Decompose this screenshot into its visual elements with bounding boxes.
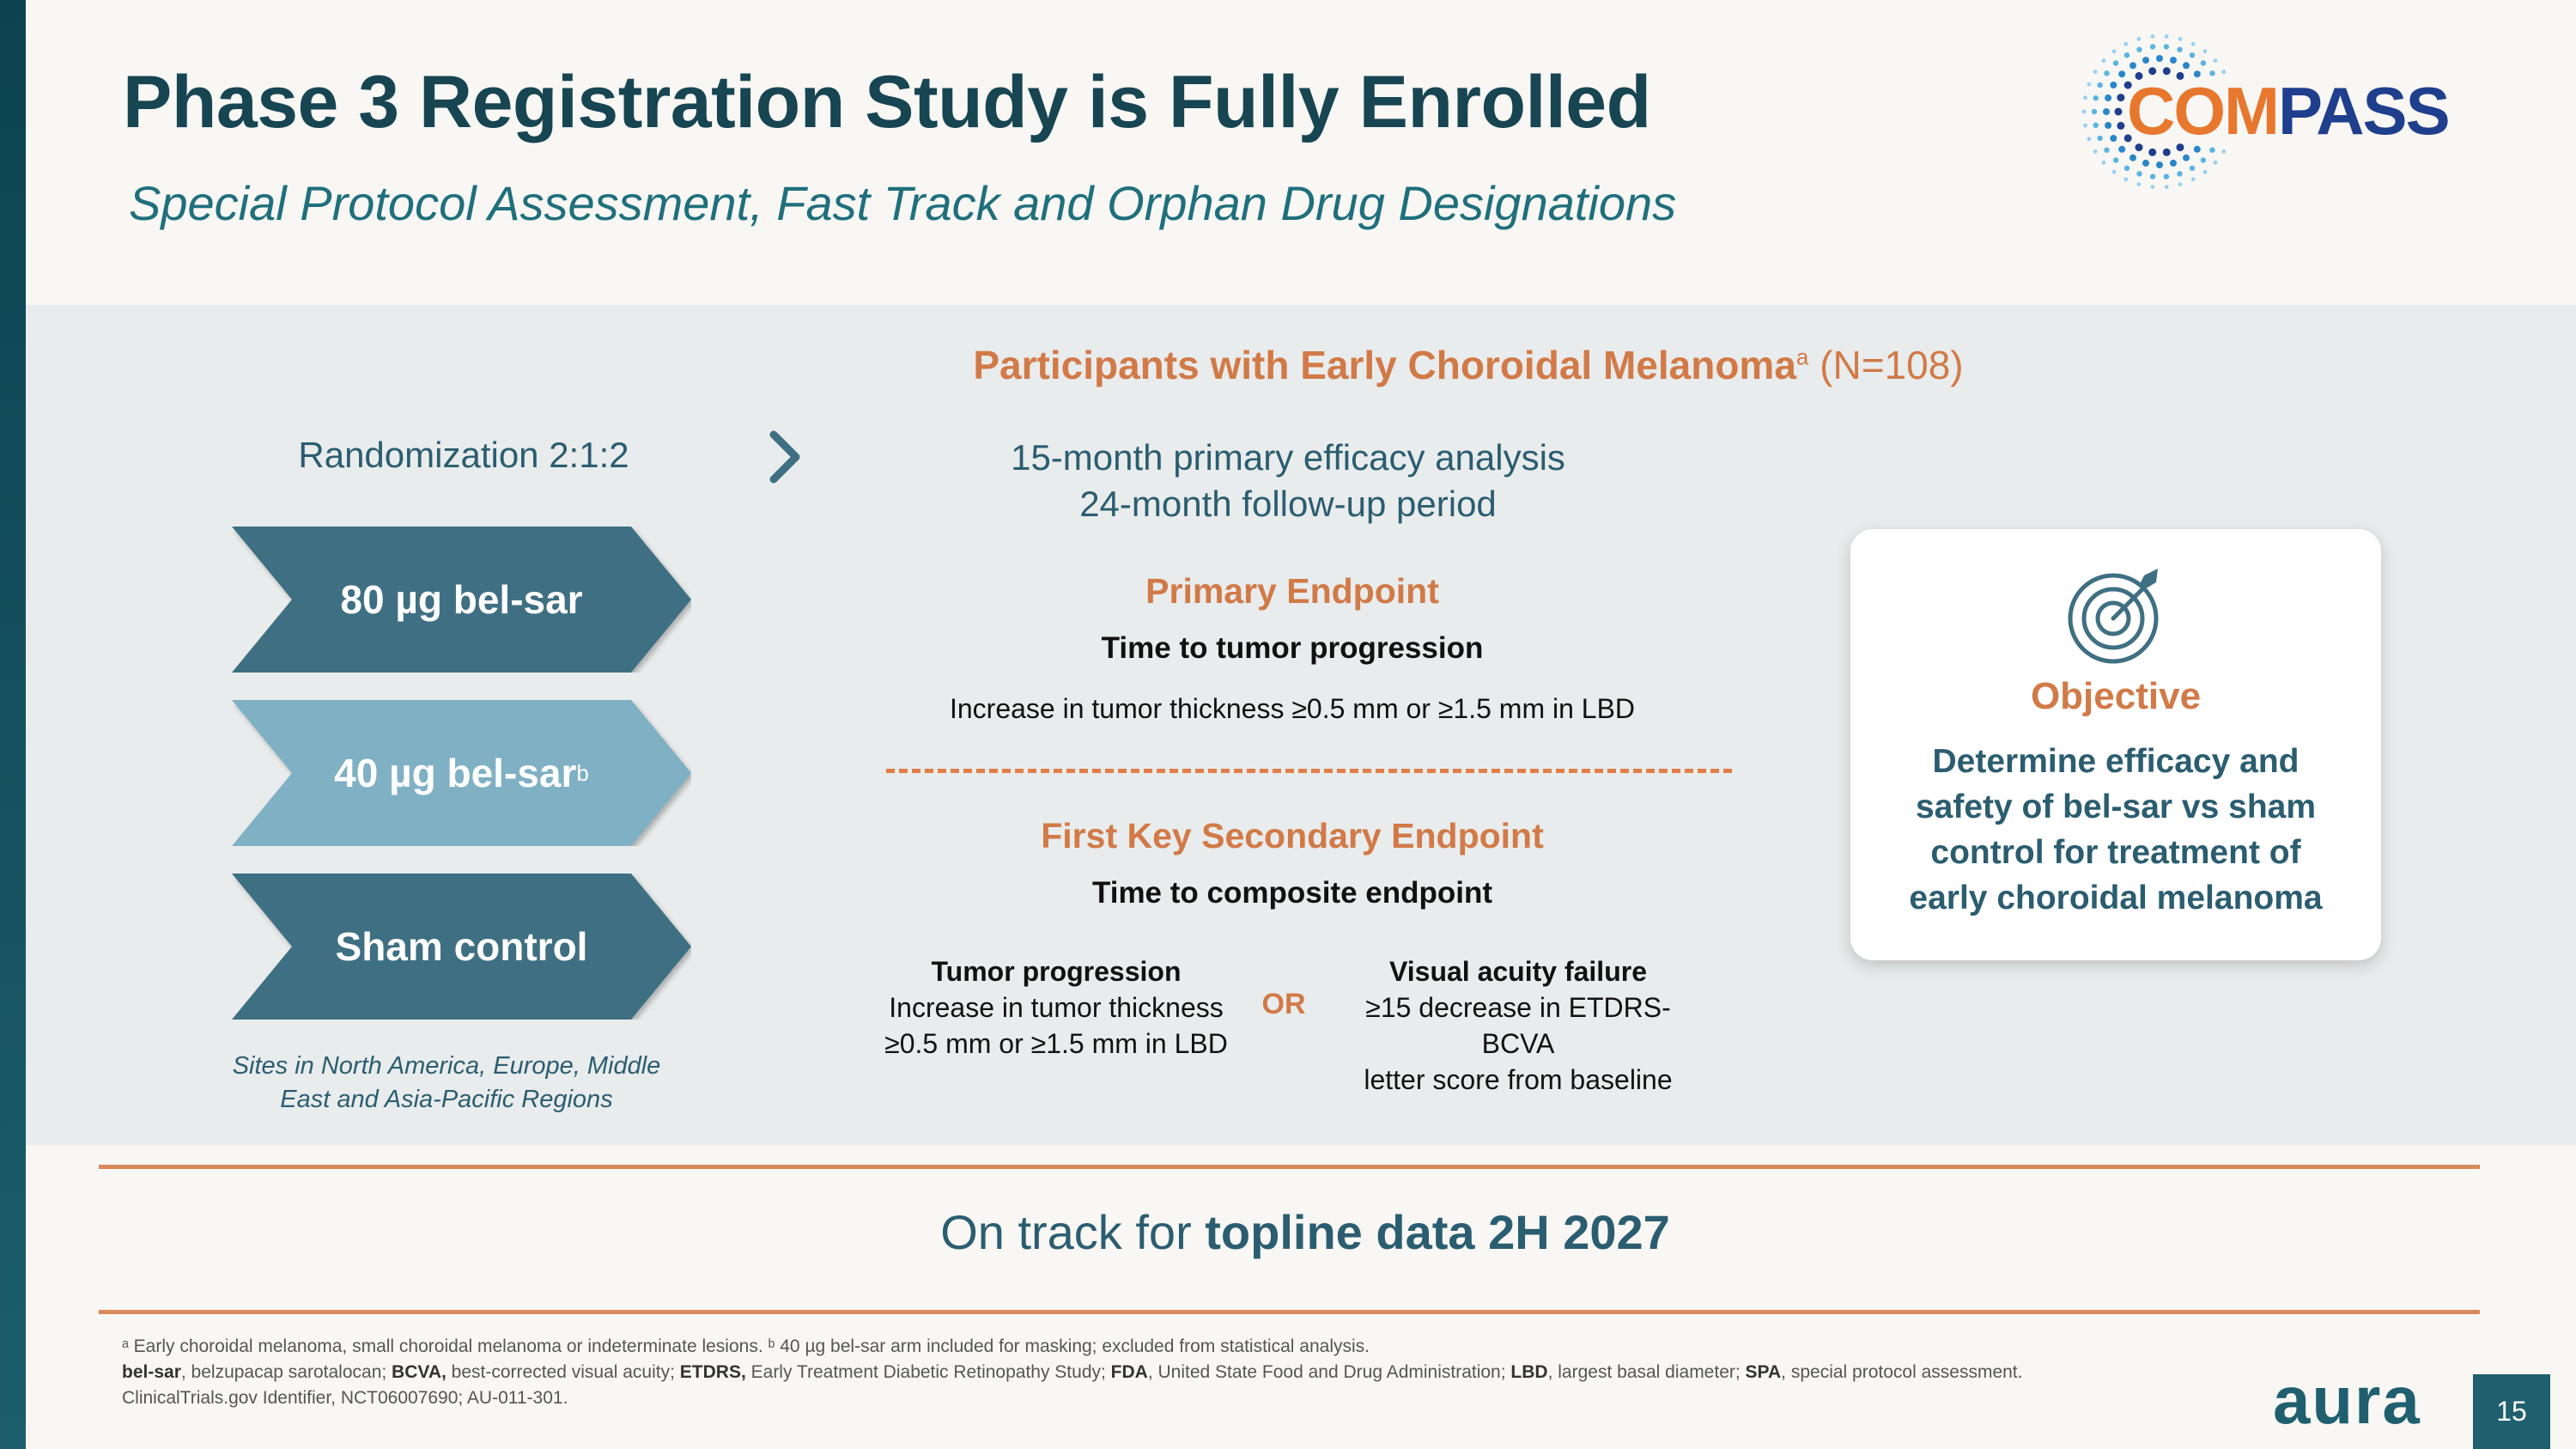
objective-card — [1850, 529, 2381, 960]
page-title: Phase 3 Registration Study is Fully Enrolled — [123, 61, 1651, 143]
primary-endpoint-description: Increase in tumor thickness ≥0.5 mm or ≥1.5 mm in LBD — [949, 693, 1636, 724]
top-divider — [99, 1165, 2480, 1169]
chevron-right-icon — [767, 429, 805, 484]
secondary-endpoint-heading: First Key Secondary Endpoint — [1041, 816, 1544, 855]
bottom-divider — [99, 1310, 2480, 1314]
arm-sham: Sham control — [232, 874, 691, 1020]
primary-endpoint-measure: Time to tumor progression — [1101, 631, 1484, 665]
objective-heading: Objective — [2030, 675, 2202, 717]
footnote-definitions: ᵃ Early choroidal melanoma, small choroidal melanoma or indeterminate lesions. ᵇ 40 µg bel-sar arm included for masking; excluded from statistical analysis. — [122, 1336, 1370, 1356]
arm-40ug: 40 µg bel-sar b — [232, 700, 691, 846]
footnote-abbreviations: bel-sar, belzupacap sarotalocan; BCVA, best-corrected visual acuity; ETDRS, Early Treatment Diabetic Retinopathy Study; FDA, United State Food and Drug Administration; LBD, largest basal diameter; SPA, special protocol assessment. — [122, 1362, 2023, 1382]
analysis-period: 15-month primary efficacy analysis 24-month follow-up period — [1011, 437, 1565, 524]
aura-logo: aura — [2273, 1362, 2421, 1438]
page-subtitle: Special Protocol Assessment, Fast Track and Orphan Drug Designations — [129, 176, 1677, 230]
or-label: OR — [1261, 988, 1306, 1020]
footnote-trial-id: ClinicalTrials.gov Identifier, NCT06007690; AU-011-301. — [122, 1388, 568, 1408]
visual-acuity-criterion: Visual acuity failure ≥15 decrease in ETDRS-BCVA letter score from baseline — [1364, 956, 1673, 1095]
sites-note: Sites in North America, Europe, Middle East and Asia-Pacific Regions — [232, 1052, 661, 1113]
ontrack-statement: On track for topline data 2H 2027 — [940, 1205, 1670, 1259]
participants-heading: Participants with Early Choroidal Melanoma$^a$ (N=108) — [973, 343, 1964, 387]
endpoint-divider — [886, 769, 1732, 773]
primary-endpoint-heading: Primary Endpoint — [1145, 571, 1439, 611]
randomization-label: Randomization 2:1:2 — [298, 435, 629, 475]
tumor-progression-criterion: Tumor progression Increase in tumor thickness ≥0.5 mm or ≥1.5 mm in LBD — [884, 956, 1228, 1059]
compass-logo: COMPASS — [2127, 73, 2449, 149]
page-number: 15 — [2473, 1374, 2550, 1449]
secondary-endpoint-measure: Time to composite endpoint — [1091, 876, 1493, 910]
target-icon — [2065, 563, 2168, 667]
arm-80ug: 80 µg bel-sar — [232, 527, 691, 673]
objective-text: Determine efficacy and safety of bel-sar vs sham control for treatment of early choroidal melanoma — [1909, 743, 2323, 916]
